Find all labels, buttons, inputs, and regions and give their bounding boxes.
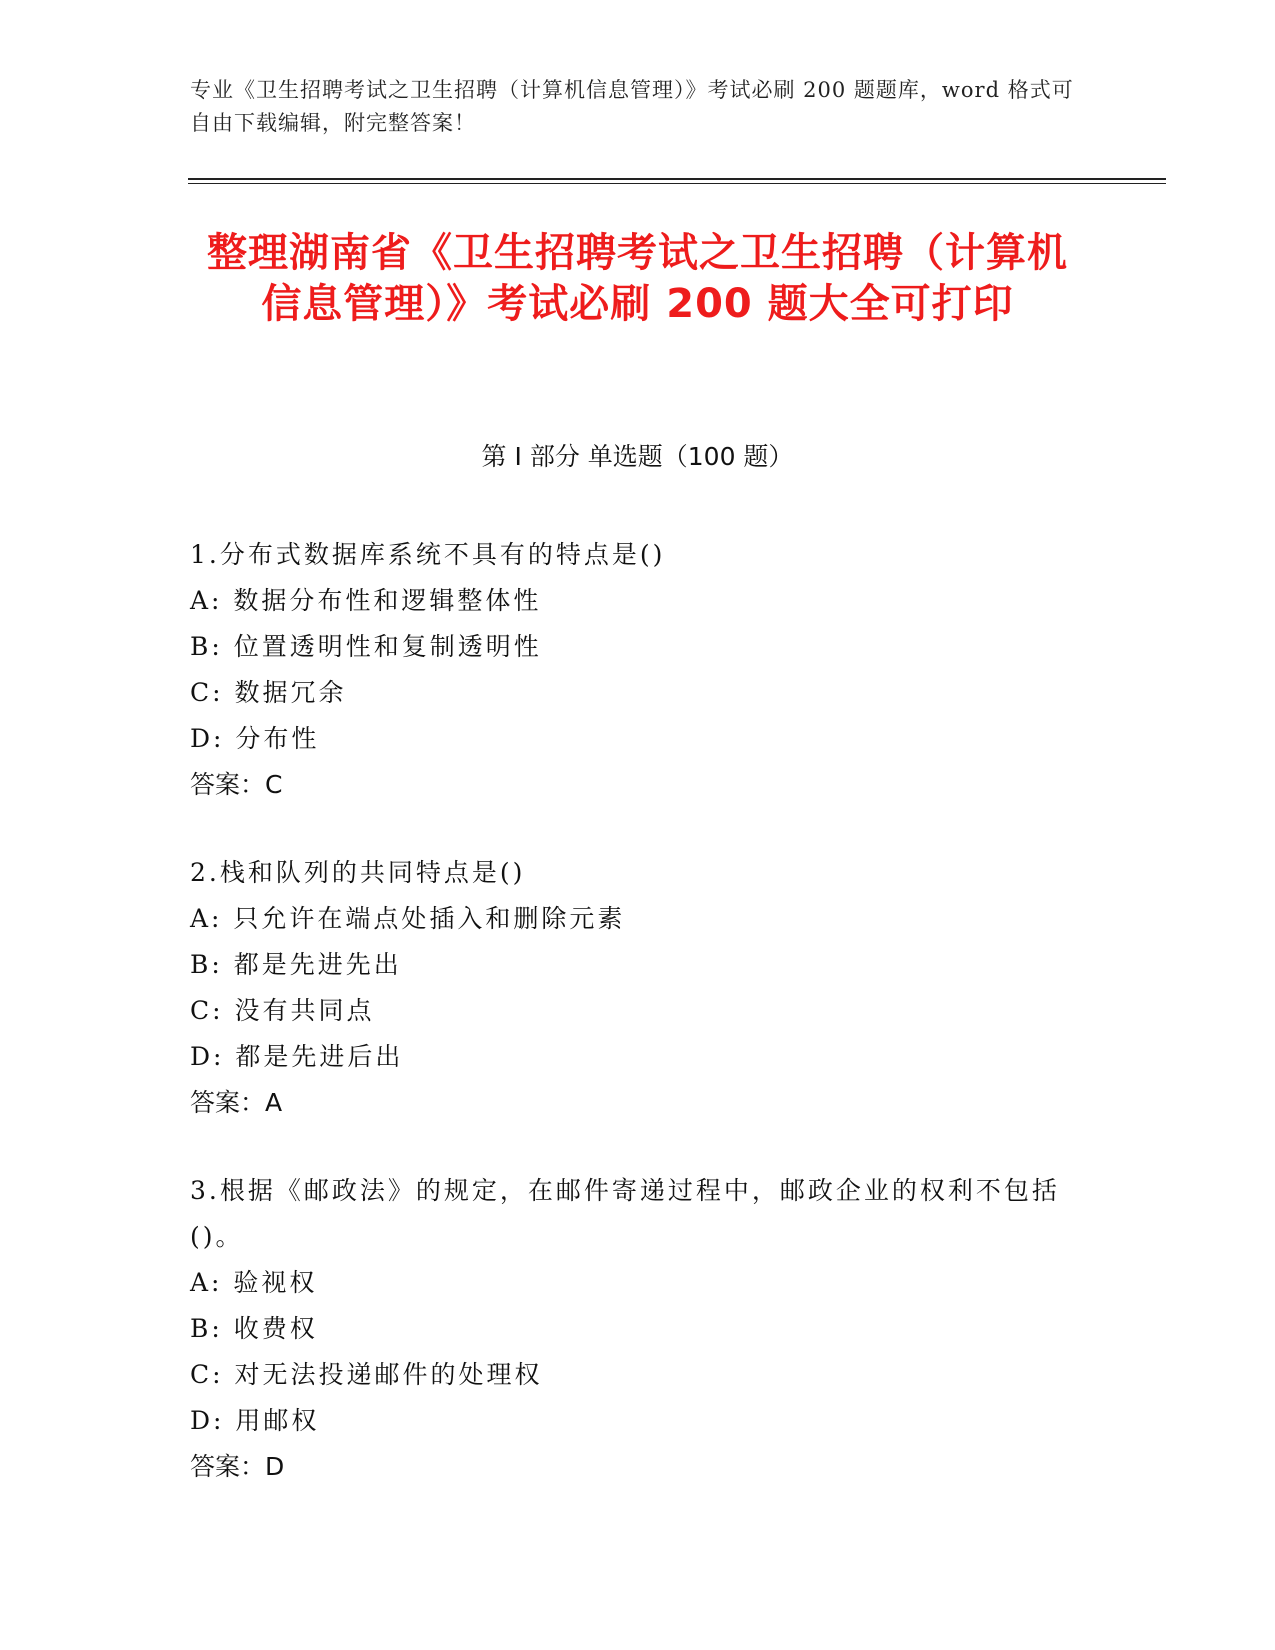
- question-list: [190, 532, 1070, 1532]
- answer: 答案：A: [190, 1088, 283, 1117]
- answer: 答案：C: [190, 770, 283, 799]
- question-stem: 2.栈和队列的共同特点是(): [190, 858, 526, 887]
- option-c: C: 没有共同点: [190, 996, 375, 1025]
- option-a: A: 验视权: [190, 1268, 318, 1297]
- header-note: 专业《卫生招聘考试之卫生招聘（计算机信息管理）》考试必刷 200 题题库，word 格式可自由下载编辑，附完整答案！: [190, 78, 1074, 135]
- option-b: B: 都是先进先出: [190, 950, 402, 979]
- header-rule-thick: [188, 178, 1166, 180]
- option-d: D: 分布性: [190, 724, 320, 753]
- question-1: [190, 532, 1070, 808]
- option-d: D: 用邮权: [190, 1406, 320, 1435]
- answer: 答案：D: [190, 1452, 285, 1481]
- option-c: C: 数据冗余: [190, 678, 347, 707]
- section-title: 第 I 部分 单选题（100 题）: [481, 442, 794, 471]
- option-b: B: 收费权: [190, 1314, 318, 1343]
- option-a: A: 只允许在端点处插入和删除元素: [190, 904, 626, 933]
- option-b: B: 位置透明性和复制透明性: [190, 632, 542, 661]
- document-title: 整理湖南省《卫生招聘考试之卫生招聘（计算机信息管理）》考试必刷 200 题大全可打印: [207, 230, 1068, 327]
- question-2: [190, 850, 1070, 1126]
- question-stem: 1.分布式数据库系统不具有的特点是(): [190, 540, 666, 569]
- option-d: D: 都是先进后出: [190, 1042, 404, 1071]
- header-rule-thin: [188, 183, 1166, 184]
- question-stem: 3.根据《邮政法》的规定，在邮件寄递过程中，邮政企业的权利不包括()。: [190, 1176, 1060, 1251]
- option-c: C: 对无法投递邮件的处理权: [190, 1360, 543, 1389]
- question-3: [190, 1168, 1070, 1490]
- option-a: A: 数据分布性和逻辑整体性: [190, 586, 542, 615]
